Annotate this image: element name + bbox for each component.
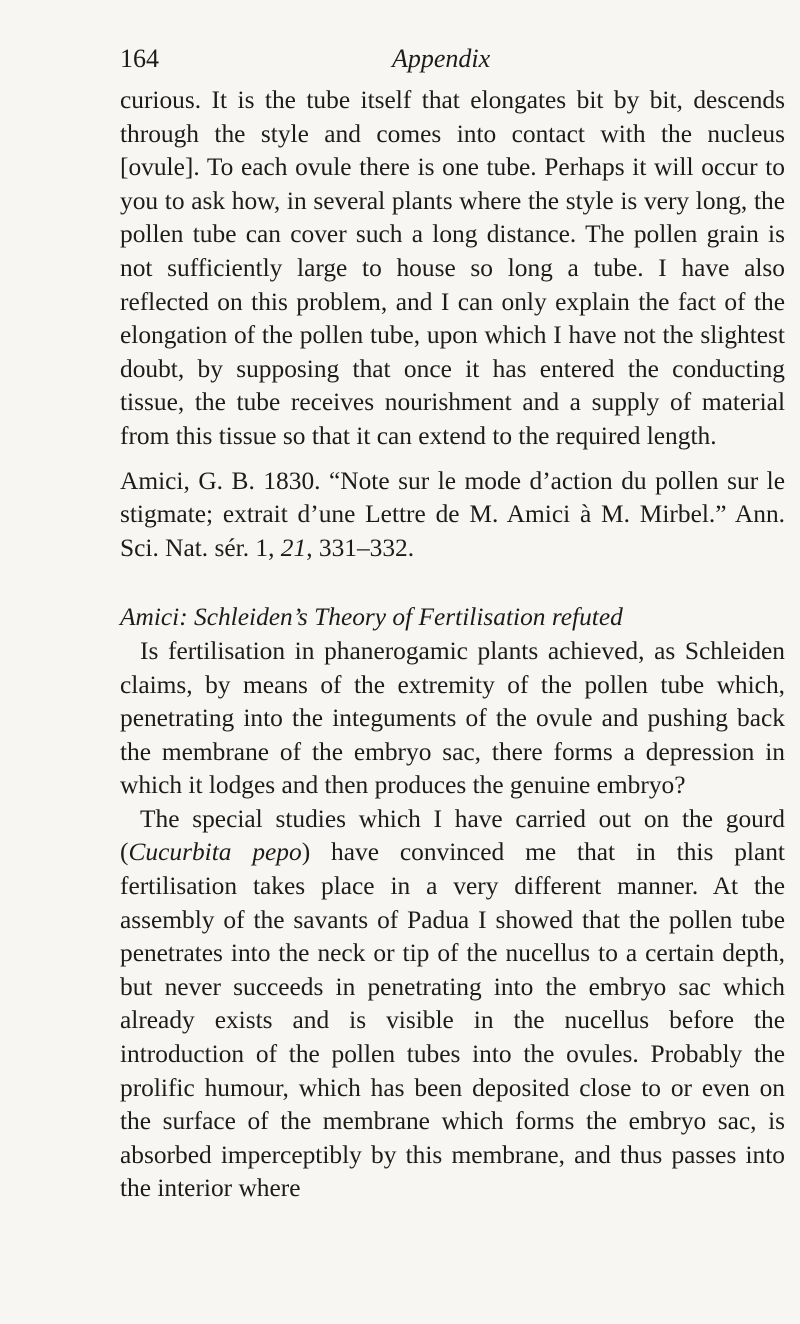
running-head: [120, 44, 785, 84]
running-title: Appendix: [392, 44, 491, 73]
citation: [120, 465, 785, 566]
paragraph-1: curious. It is the tube itself that elongates bit by bit, descends through the style and comes into contact with the nucleus [ovule]. To each ovule there is one tube. Perhaps it will occur to you to ask how, in several plants where the style is very long, the pollen tube can cover such a long distance. The pollen grain is not sufficiently large to house so long a tube. I have also reflected on this problem, and I can only explain the fact of the elongation of the pollen tube, upon which I have not the slightest doubt, by supposing that once it has entered the conducting tissue, the tube receives nourishment and a supply of material from this tissue so that it can extend to the required length.: [120, 86, 785, 450]
paragraph-2: Is fertilisation in phanerogamic plants achieved, as Schleiden claims, by means of the extremity of the pollen tube which, penetrating into the integuments of the ovule and pushing back the membrane of the embryo sac, there forms a depression in which it lodges and then produces the genuine embryo?: [120, 636, 785, 800]
spacer: [120, 454, 785, 465]
spacer: [120, 565, 785, 601]
species-name: Cucurbita pepo: [128, 838, 302, 867]
paragraph-3-text: The special studies which I have carried out on the gourd (: [120, 804, 785, 867]
section-heading: Amici: Schleiden’s Theory of Fertilisation refuted: [120, 603, 623, 632]
book-page: [120, 44, 785, 1206]
paragraph-3-continuation: ) have convinced me that in this plant fertilisation takes place in a very different manner. At the assembly of the savants of Padua I showed that the pollen tube penetrates into the neck or tip of the nucellus to a certain depth, but never succeeds in penetrating into the embryo sac which already exists and is visible in the nucellus before the introduction of the pollen tubes into the ovules. Probably the prolific humour, which has been deposited close to or even on the surface of the membrane which forms the embryo sac, is absorbed imperceptibly by this membrane, and thus passes into the interior where: [120, 838, 785, 1203]
citation-pages: , 331–332.: [306, 533, 415, 562]
paragraph-3: [120, 803, 785, 1206]
citation-volume: 21: [280, 533, 307, 562]
page-number: 164: [120, 44, 159, 73]
body-text: [120, 84, 785, 1206]
citation-text: Amici, G. B. 1830. “Note sur le mode d’action du pollen sur le stigmate; extrait d’une Lettre de M. Amici à M. Mirbel.” Ann. Sci. Nat. sér. 1,: [120, 466, 785, 562]
